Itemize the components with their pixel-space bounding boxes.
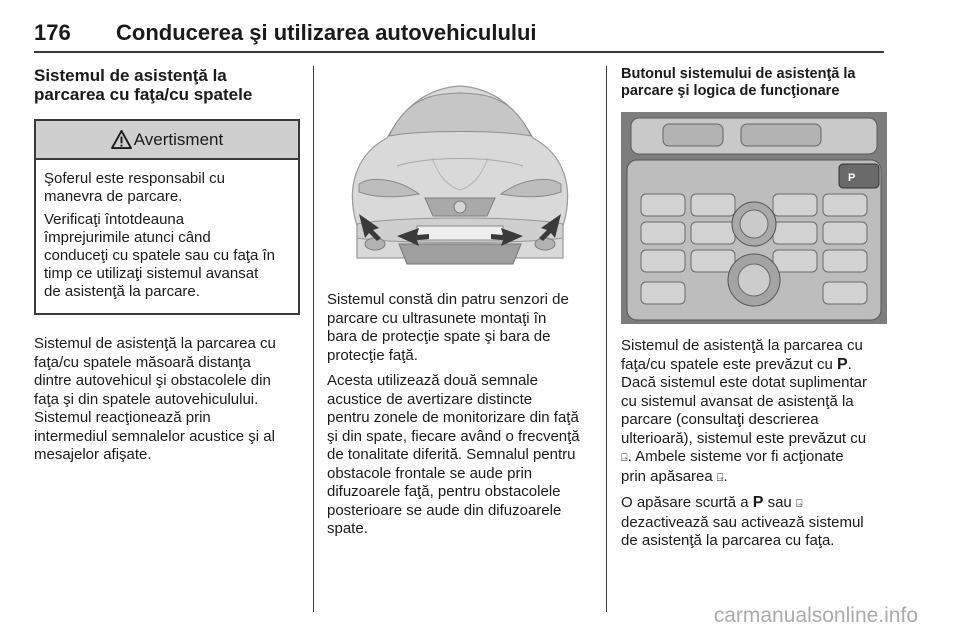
button-paragraph xyxy=(621,337,887,487)
button-paragraph-part-1: Sistemul de asistenţă la parcarea cu faţa/cu spatele este prevăzut cu xyxy=(621,337,863,373)
center-console-figure xyxy=(621,112,887,324)
column-divider-2 xyxy=(606,66,607,612)
button-paragraph-part-3: . Ambele sisteme vor fi acţionate prin apăsarea xyxy=(621,448,844,485)
page-number: 176 xyxy=(34,20,71,45)
short-press-part-3: dezactivează sau activează sistemul de asistenţă la parcarea cu faţa. xyxy=(621,513,864,549)
subsection-title: Butonul sistemului de asistenţă la parcare şi logica de funcţionare xyxy=(621,66,856,99)
sensors-paragraph: Sistemul constă din patru senzori de parcare cu ultrasunete montaţi în bara de protecţie spate şi bara de protecţie faţă. xyxy=(327,291,569,364)
button-paragraph-part-4: . xyxy=(723,467,728,485)
watermark: carmanualsonline.info xyxy=(713,604,918,627)
column-3 xyxy=(621,66,887,551)
intro-paragraph: Sistemul de asistenţă la parcarea cu faţa/cu spatele măsoară distanţa dintre autovehicul şi obstacolele din faţa şi din spatele autovehiculului. Sistemul reacţionează prin intermediul semnalelor acustice şi al mesajelor afişate. xyxy=(34,335,276,463)
short-press-paragraph xyxy=(621,494,887,551)
warning-body xyxy=(36,160,298,313)
parking-pilot-symbol-icon: P xyxy=(836,355,848,373)
advanced-parking-symbol-icon: ⍈ xyxy=(621,452,628,464)
warning-title: Avertisment xyxy=(133,129,224,149)
button-paragraph-part-2: . Dacă sistemul este dotat suplimentar cu sistemul avansat de asistenţă la parcare (consultaţi descrierea ulterioară), sistemul este prevăzut cu xyxy=(621,355,867,447)
page-header-title: Conducerea şi utilizarea autovehiculului xyxy=(116,20,537,45)
warning-box xyxy=(34,119,300,315)
warning-triangle-icon xyxy=(111,130,132,149)
section-title: Sistemul de asistenţă la parcarea cu faţa/cu spatele xyxy=(34,66,253,104)
advanced-parking-symbol-icon: ⍈ xyxy=(716,471,724,484)
parking-button-label: P xyxy=(848,172,856,184)
car-front-sensors-figure xyxy=(327,66,593,278)
advanced-parking-symbol-icon: ⍈ xyxy=(795,498,803,510)
signals-paragraph: Acesta utilizează două semnale acustice de avertizare distincte pentru zonele de monitorizare din faţă şi din spate, fiecare având o frecvenţă de tonalitate diferită. Semnalul pentru obstacole frontale se aude prin difuzoarele faţă, pentru obstacolele posterioare se aude din difuzoarele spate. xyxy=(327,372,580,537)
header-rule xyxy=(34,51,884,53)
parking-pilot-symbol-icon: P xyxy=(752,494,764,511)
short-press-part-1: O apăsare scurtă a xyxy=(621,494,753,511)
short-press-part-2: sau xyxy=(763,494,796,511)
column-1 xyxy=(34,66,300,465)
warning-paragraph-2: Verificaţi întotdeauna împrejurimile atunci când conduceţi cu spatele sau cu faţa în timp ce utilizaţi sistemul avansat de asistenţă la parcare. xyxy=(44,211,275,300)
warning-header xyxy=(36,121,298,160)
column-divider-1 xyxy=(313,66,314,612)
column-2 xyxy=(327,66,593,539)
warning-paragraph-1: Şoferul este responsabil cu manevra de parcare. xyxy=(44,170,225,205)
